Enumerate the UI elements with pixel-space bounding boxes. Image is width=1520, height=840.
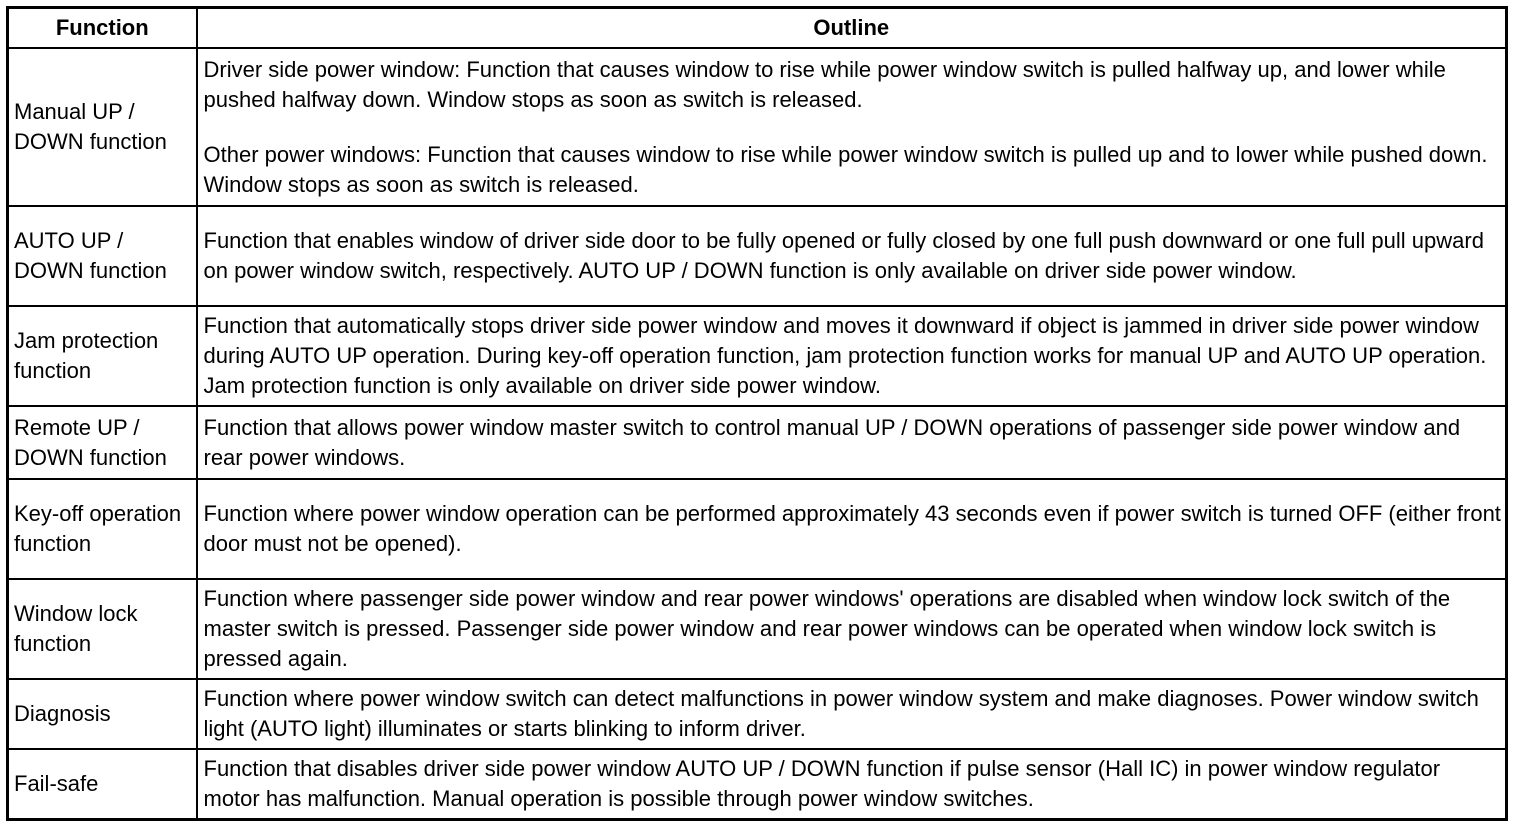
outline-cell xyxy=(197,749,1507,820)
table-row xyxy=(8,306,1507,406)
outline-cell xyxy=(197,579,1507,679)
table-row xyxy=(8,579,1507,679)
outline-cell xyxy=(197,479,1507,579)
table-row xyxy=(8,406,1507,479)
header-outline: Outline xyxy=(197,8,1507,49)
outline-paragraph: Function where power window operation can be performed approximately 43 seconds even if power switch is turned OFF (either front door must not be opened). xyxy=(203,501,1501,556)
outline-paragraph: Other power windows: Function that causes window to rise while power window switch is pulled up and to lower while pushed down. Window stops as soon as switch is released. xyxy=(203,141,1488,197)
outline-cell xyxy=(197,679,1507,749)
outline-paragraph: Function that disables driver side power window AUTO UP / DOWN function if pulse sensor (Hall IC) in power window regulator motor has malfunction. Manual operation is possible through power window switches. xyxy=(203,756,1441,811)
outline-cell xyxy=(197,406,1507,479)
function-name: Manual UP / DOWN function xyxy=(8,48,197,206)
table-header-row xyxy=(8,8,1507,49)
function-name: Key-off operation function xyxy=(8,479,197,579)
table-row xyxy=(8,48,1507,206)
outline-paragraph: Function that enables window of driver side door to be fully opened or fully closed by one full push downward or one full pull upward on power window switch, respectively. AUTO UP / DOWN function is only available on driver side power window. xyxy=(203,228,1484,283)
outline-paragraph: Function that allows power window master switch to control manual UP / DOWN operations of passenger side power window and rear power windows. xyxy=(203,414,1461,470)
outline-cell xyxy=(197,306,1507,406)
table-row xyxy=(8,749,1507,820)
table-row xyxy=(8,479,1507,579)
function-outline-table xyxy=(6,6,1508,821)
outline-paragraph: Function where passenger side power window and rear power windows' operations are disabled when window lock switch of the master switch is pressed. Passenger side power window and rear power windows can be operated when window lock switch is pressed again. xyxy=(203,586,1451,671)
outline-cell xyxy=(197,48,1507,206)
function-name: Window lock function xyxy=(8,579,197,679)
outline-paragraph: Function where power window switch can detect malfunctions in power window system and make diagnoses. Power window switch light (AUTO light) illuminates or starts blinking to inform driver. xyxy=(203,686,1479,741)
function-name: Jam protection function xyxy=(8,306,197,406)
outline-paragraph: Driver side power window: Function that causes window to rise while power window switch is pulled halfway up, and lower while pushed halfway down. Window stops as soon as switch is released. xyxy=(203,56,1446,112)
outline-paragraph: Function that automatically stops driver side power window and moves it downward if object is jammed in driver side power window during AUTO UP operation. During key-off operation function, jam protection function works for manual UP and AUTO UP operation. Jam protection function is only available on driver side power window. xyxy=(203,313,1487,398)
outline-cell xyxy=(197,206,1507,306)
function-name: Diagnosis xyxy=(8,679,197,749)
function-name: AUTO UP / DOWN function xyxy=(8,206,197,306)
header-function: Function xyxy=(8,8,197,49)
table-row xyxy=(8,679,1507,749)
function-name: Fail-safe xyxy=(8,749,197,820)
table-row xyxy=(8,206,1507,306)
function-name: Remote UP / DOWN function xyxy=(8,406,197,479)
